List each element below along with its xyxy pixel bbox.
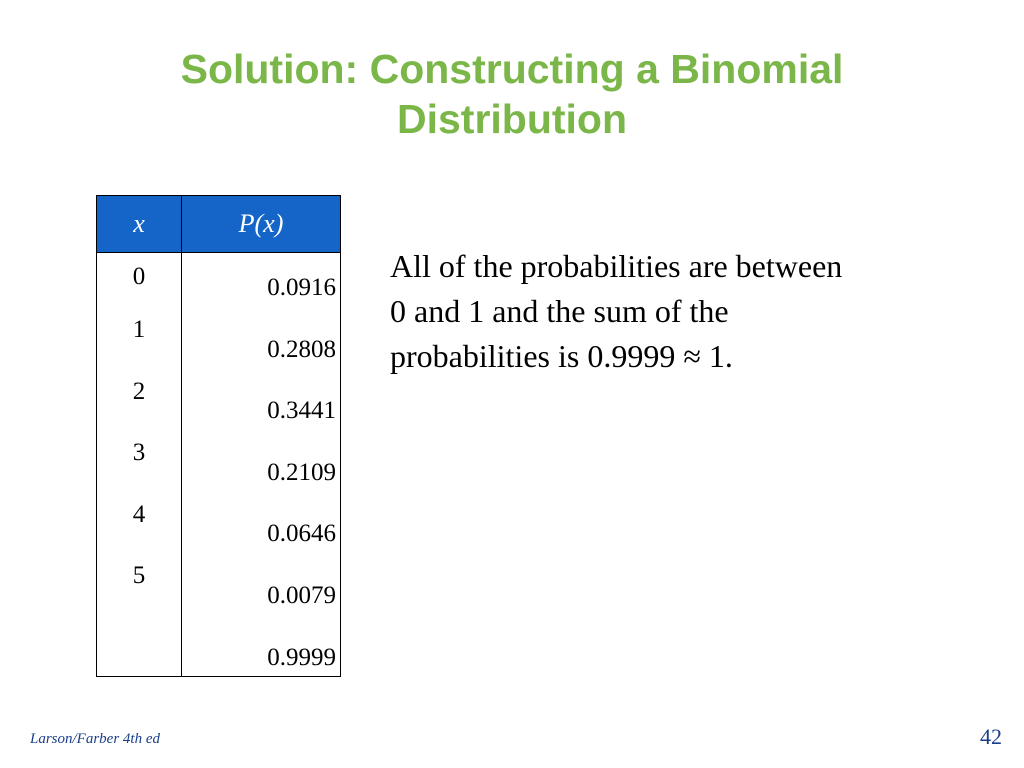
table-row <box>97 491 341 553</box>
x-value-empty <box>97 614 182 676</box>
probability-value: 0.3441 <box>182 368 341 430</box>
page-number: 42 <box>980 724 1002 749</box>
probability-value: 0.2109 <box>182 429 341 491</box>
x-value: 5 <box>97 552 182 614</box>
table-row-sum <box>97 614 341 676</box>
slide-title <box>60 44 964 144</box>
probability-distribution-table <box>96 195 341 677</box>
table-row <box>97 368 341 430</box>
x-value: 2 <box>97 368 182 430</box>
probability-sum: 0.9999 <box>182 614 341 676</box>
table-header-row <box>97 196 341 253</box>
probability-value: 0.2808 <box>182 306 341 368</box>
title-line-2: Distribution <box>396 96 628 142</box>
title-line-1: Solution: Constructing a Binomial <box>180 46 844 92</box>
note-line-2: 0 and 1 and the sum of the <box>390 293 729 329</box>
footer-citation: Larson/Farber 4th ed <box>30 731 161 747</box>
header-x: x <box>97 196 182 253</box>
x-value: 3 <box>97 429 182 491</box>
x-value: 0 <box>97 253 182 307</box>
note-line-1: All of the probabilities are between <box>390 248 843 284</box>
note-line-3: probabilities is 0.9999 ≈ 1. <box>390 338 733 374</box>
table-row <box>97 429 341 491</box>
table-row <box>97 306 341 368</box>
explanation-text <box>390 244 990 379</box>
table-row <box>97 253 341 307</box>
table-row <box>97 552 341 614</box>
probability-value: 0.0916 <box>182 253 341 307</box>
x-value: 4 <box>97 491 182 553</box>
probability-value: 0.0079 <box>182 552 341 614</box>
header-px: P(x) <box>182 196 341 253</box>
probability-value: 0.0646 <box>182 491 341 553</box>
x-value: 1 <box>97 306 182 368</box>
